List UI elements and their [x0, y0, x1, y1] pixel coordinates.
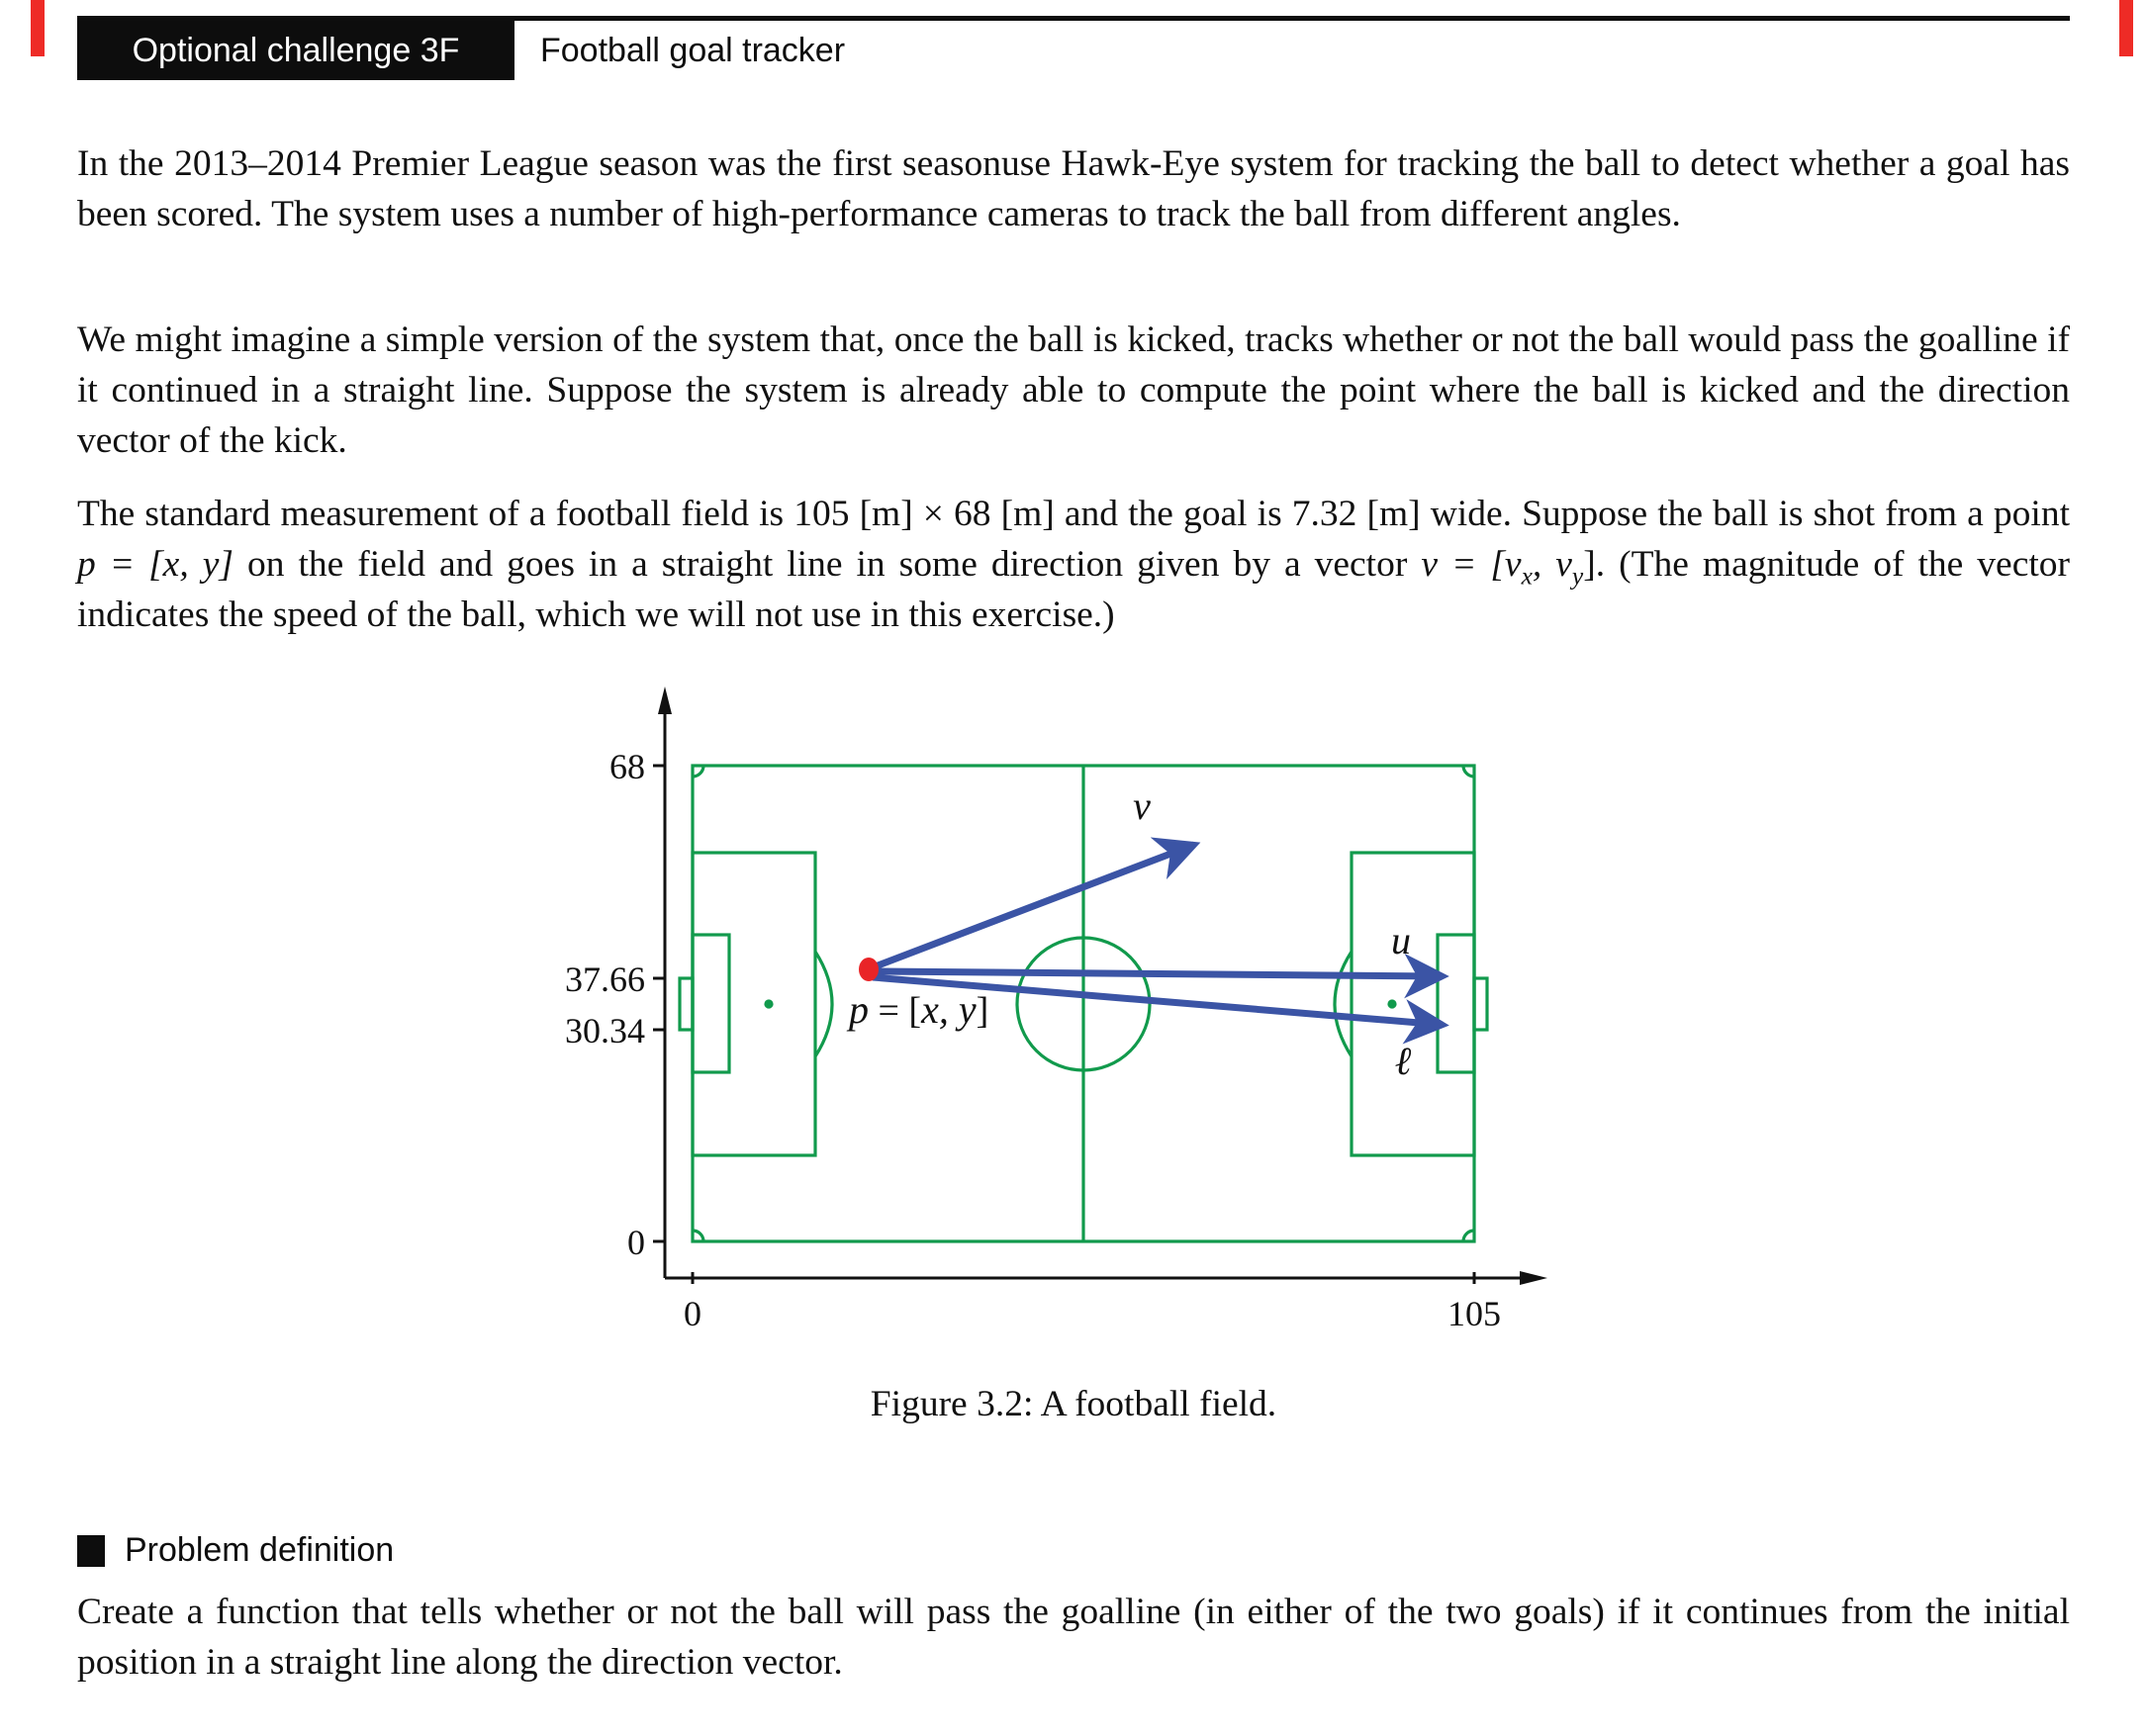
math-vector-v2: , v	[1532, 544, 1572, 585]
field-lines	[680, 766, 1487, 1241]
page-title: Football goal tracker	[540, 31, 846, 69]
point-p-label: p = [x, y]	[849, 987, 989, 1032]
math-subscript-y: y	[1571, 561, 1584, 591]
x-tick-label-105: 105	[1447, 1294, 1501, 1333]
right-penalty-arc	[1335, 952, 1352, 1056]
left-penalty-arc	[815, 952, 832, 1056]
vector-v	[873, 845, 1194, 967]
text-run: The standard measurement of a football field is 105 [m] × 68 [m] and the goal is 7.32 [m] wide. Suppose the ball is shot from a point	[77, 494, 2070, 534]
corner-arc-tr	[1463, 766, 1474, 777]
paragraph-field-specs	[77, 489, 2070, 640]
red-corner-mark-right	[2119, 0, 2133, 56]
kick-point-marker	[859, 958, 879, 981]
left-penalty-spot	[766, 1001, 772, 1007]
text-run: . (The magnitude of the vector indicates the speed of the ball, which we will not use in this exercise.)	[77, 544, 2071, 635]
math-point-p: p = [x, y]	[77, 544, 233, 585]
math-vector-v: v = [v	[1421, 544, 1522, 585]
corner-arc-bl	[693, 1231, 703, 1241]
right-penalty-box	[1352, 853, 1474, 1155]
section-marker-square-icon	[77, 1535, 105, 1567]
y-tick-label-68: 68	[609, 747, 645, 786]
corner-arc-tl	[693, 766, 703, 777]
paragraph-intro: In the 2013–2014 Premier League season was the first seasonuse Hawk-Eye system for tracking the ball to detect whether a goal has been scored. The system uses a number of high-performance cameras to track the ball from different angles.	[77, 143, 2070, 234]
y-tick-label-3766: 37.66	[565, 959, 645, 999]
left-goal-area	[693, 935, 729, 1072]
text-run: on the field and goes in a straight line in some direction given by a vector	[233, 544, 1422, 585]
vector-v-label: v	[1133, 783, 1151, 828]
paragraph-system: We might imagine a simple version of the system that, once the ball is kicked, tracks whether or not the ball would pass the goalline if it continued in a straight line. Suppose the system is already able to compute the point where the ball is kicked and the direction vector of the kick.	[77, 320, 2070, 461]
vector-u	[873, 971, 1443, 976]
x-tick-label-0: 0	[684, 1294, 701, 1333]
figure-football-field	[554, 683, 1553, 1335]
right-goal	[1474, 978, 1487, 1030]
right-goal-area	[1438, 935, 1474, 1072]
vector-l-label: ℓ	[1394, 1039, 1412, 1083]
left-goal	[680, 978, 693, 1030]
figure-caption: Figure 3.2: A football field.	[870, 1384, 1277, 1424]
corner-arc-br	[1463, 1231, 1474, 1241]
y-axis-arrowhead-icon	[658, 686, 672, 714]
math-subscript-x: x	[1521, 561, 1533, 591]
challenge-badge	[77, 21, 514, 80]
x-axis-arrowhead-icon	[1520, 1271, 1547, 1285]
math-bracket-close: ]	[1583, 544, 1596, 585]
y-tick-label-0: 0	[627, 1223, 645, 1262]
challenge-badge-label: Optional challenge 3F	[132, 31, 460, 69]
left-penalty-box	[693, 853, 815, 1155]
paragraph-problem: Create a function that tells whether or not the ball will pass the goalline (in either of the two goals) if it continues from the initial position in a straight line along the direction vector.	[77, 1592, 2070, 1683]
football-field-plot	[554, 683, 1553, 1335]
vector-u-label: u	[1391, 918, 1411, 962]
problem-definition-heading	[77, 1531, 394, 1570]
red-corner-mark-left	[31, 0, 45, 56]
right-penalty-spot	[1389, 1001, 1395, 1007]
section-heading-label: Problem definition	[125, 1531, 395, 1569]
y-tick-label-3034: 30.34	[565, 1011, 645, 1051]
